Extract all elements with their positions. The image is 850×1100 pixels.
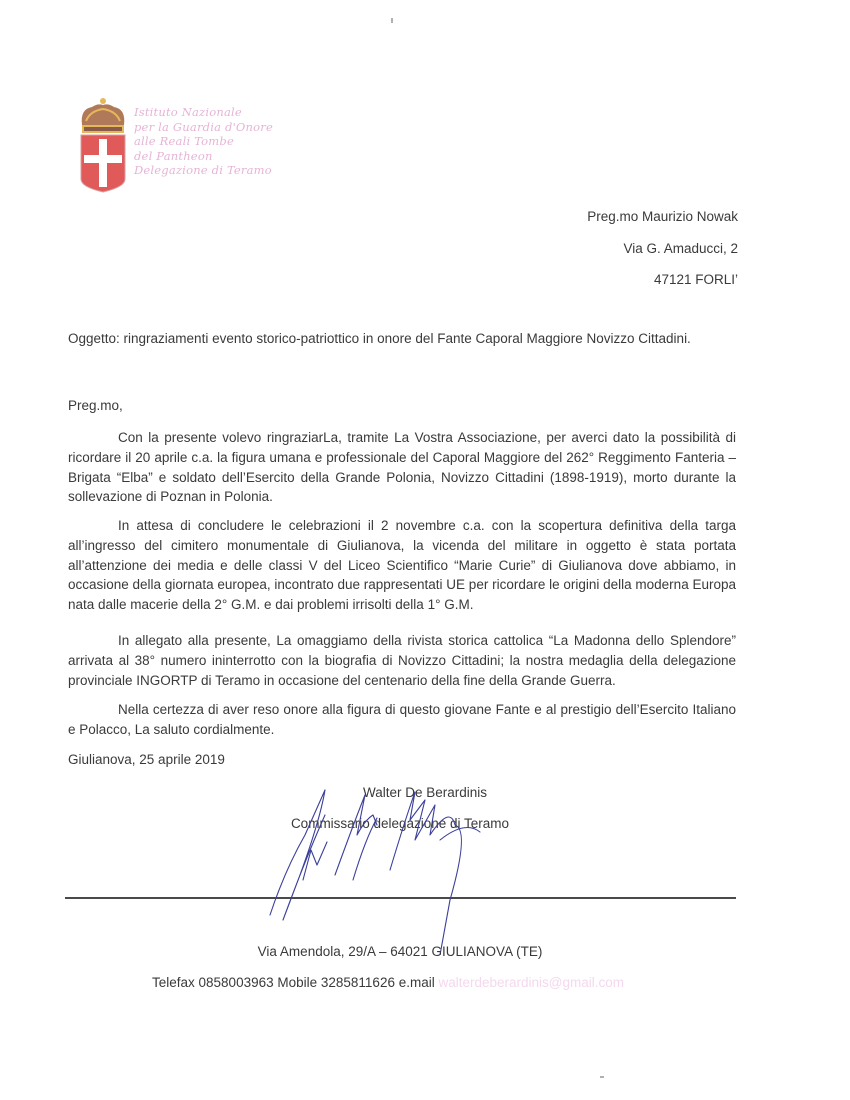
body-paragraph-2 [68, 516, 736, 626]
footer-address: Via Amendola, 29/A – 64021 GIULIANOVA (TE) [257, 944, 543, 959]
scan-speck [600, 1076, 604, 1078]
body-paragraph-3 [68, 631, 736, 701]
recipient-city: 47121 FORLI’ [653, 272, 738, 287]
letterhead-line: Delegazione di Teramo [134, 163, 272, 177]
recipient-block [587, 207, 738, 302]
letterhead-line: del Pantheon [134, 148, 213, 163]
letterhead-line: alle Reali Tombe [134, 134, 234, 148]
footer-contact [152, 975, 624, 990]
letterhead-text [134, 105, 273, 178]
handwritten-signature [265, 780, 545, 955]
scan-speck [391, 18, 393, 23]
subject-line: Oggetto: ringraziamenti evento storico-patriottico in onore del Fante Caporal Maggiore Novizzo Cittadini. [68, 331, 691, 346]
paragraph-text: In attesa di concludere le celebrazioni il 2 novembre c.a. con la scopertura definitiva della targa all’ingresso del cimitero monumentale di Giulianova, la vicenda del militare in oggetto è stata portata all’attenzione dei media e delle classi V del Liceo Scientifico “Marie Curie” di Giulianova dove abbiamo, in occasione della giornata europea, incontrato due rappresentati UE per ricordare le origini della moderna Europa nata dalle macerie della 2° G.M. e dai problemi irrisolti della 1° G.M. [68, 518, 736, 613]
letterhead-line: per la Guardia d'Onore [134, 119, 273, 134]
crest-icon [76, 95, 132, 193]
paragraph-text: In allegato alla presente, La omaggiamo della rivista storica cattolica “La Madonna dello Splendore” arrivata al 38° numero ininterrotto con la biografia di Novizzo Cittadini; la nostra medaglia della delegazione provinciale INGORTP di Teramo in occasione del centenario della fine della Grande Guerra. [68, 633, 736, 688]
letter-date: Giulianova, 25 aprile 2019 [68, 752, 225, 767]
signer-role: Commissario delegazione di Teramo [290, 816, 510, 831]
paragraph-text: Con la presente volevo ringraziarLa, tramite La Vostra Associazione, per averci dato la possibilità di ricordare il 20 aprile c.a. la figura umana e professionale del Caporal Maggiore del 262° Reggimento Fanteria – Brigata “Elba” e soldato dell’Esercito della Grande Polonia, Novizzo Cittadini (1898-1919), morto durante la sollevazione di Poznan in Polonia. [68, 430, 736, 505]
contact-phones: Telefax 0858003963 Mobile 3285811626 e.mail [152, 975, 435, 990]
letterhead-line: Istituto Nazionale [134, 105, 242, 119]
recipient-street: Via G. Amaducci, 2 [623, 240, 738, 256]
signer-name: Walter De Berardinis [362, 785, 488, 800]
body-paragraph-1 [68, 428, 736, 518]
letterhead-logo [76, 95, 291, 195]
footer-divider [65, 897, 736, 899]
salutation: Preg.mo, [68, 398, 123, 413]
recipient-name: Preg.mo Maurizio Nowak [587, 209, 738, 224]
body-paragraph-4 [68, 700, 736, 751]
email-link[interactable]: walterdeberardinis@gmail.com [438, 975, 625, 990]
paragraph-text: Nella certezza di aver reso onore alla figura di questo giovane Fante e al prestigio dell’Esercito Italiano e Polacco, La saluto cordialmente. [68, 702, 736, 737]
